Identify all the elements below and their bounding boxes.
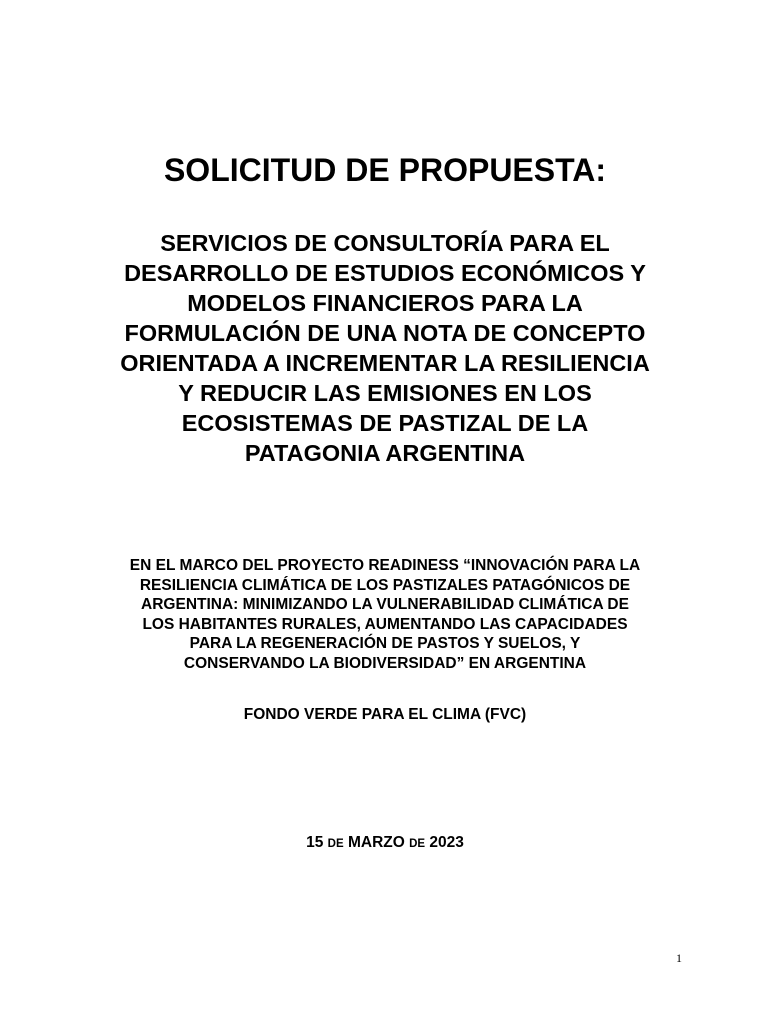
- subtitle-line: Y REDUCIR LAS EMISIONES EN LOS: [178, 380, 592, 406]
- framework-line: ARGENTINA: MINIMIZANDO LA VULNERABILIDAD CLIMÁTICA DE: [141, 596, 629, 613]
- framework-line: PARA LA REGENERACIÓN DE PASTOS Y SUELOS, Y: [189, 635, 581, 652]
- subtitle-line: ORIENTADA A INCREMENTAR LA RESILIENCIA: [120, 350, 650, 376]
- project-framework: [80, 556, 690, 673]
- framework-line: RESILIENCIA CLIMÁTICA DE LOS PASTIZALES PATAGÓNICOS DE: [139, 576, 631, 594]
- framework-line: CONSERVANDO LA BIODIVERSIDAD” EN ARGENTINA: [183, 654, 587, 672]
- document-date: [0, 833, 770, 854]
- subtitle-line: PATAGONIA ARGENTINA: [244, 440, 526, 466]
- framework-line: LOS HABITANTES RURALES, AUMENTANDO LAS CAPACIDADES: [142, 615, 628, 633]
- document-subtitle: [90, 228, 680, 468]
- date-preposition: DE: [409, 838, 426, 850]
- date-preposition: DE: [327, 838, 344, 850]
- framework-line: EN EL MARCO DEL PROYECTO READINESS “INNOVACIÓN PARA LA: [129, 557, 641, 574]
- subtitle-line: FORMULACIÓN DE UNA NOTA DE CONCEPTO: [124, 320, 646, 346]
- subtitle-line: DESARROLLO DE ESTUDIOS ECONÓMICOS Y: [124, 260, 646, 286]
- document-title: SOLICITUD DE PROPUESTA:: [163, 152, 607, 188]
- subtitle-line: MODELOS FINANCIEROS PARA LA: [187, 290, 583, 316]
- page-number: 1: [676, 951, 682, 965]
- date-year: 2023: [429, 834, 464, 851]
- subtitle-line: ECOSISTEMAS DE PASTIZAL DE LA: [181, 410, 589, 436]
- subtitle-line: SERVICIOS DE CONSULTORÍA PARA EL: [160, 230, 610, 256]
- fund-name: FONDO VERDE PARA EL CLIMA (FVC): [243, 706, 527, 723]
- date-month: MARZO: [347, 834, 405, 851]
- date-day: 15: [306, 834, 324, 851]
